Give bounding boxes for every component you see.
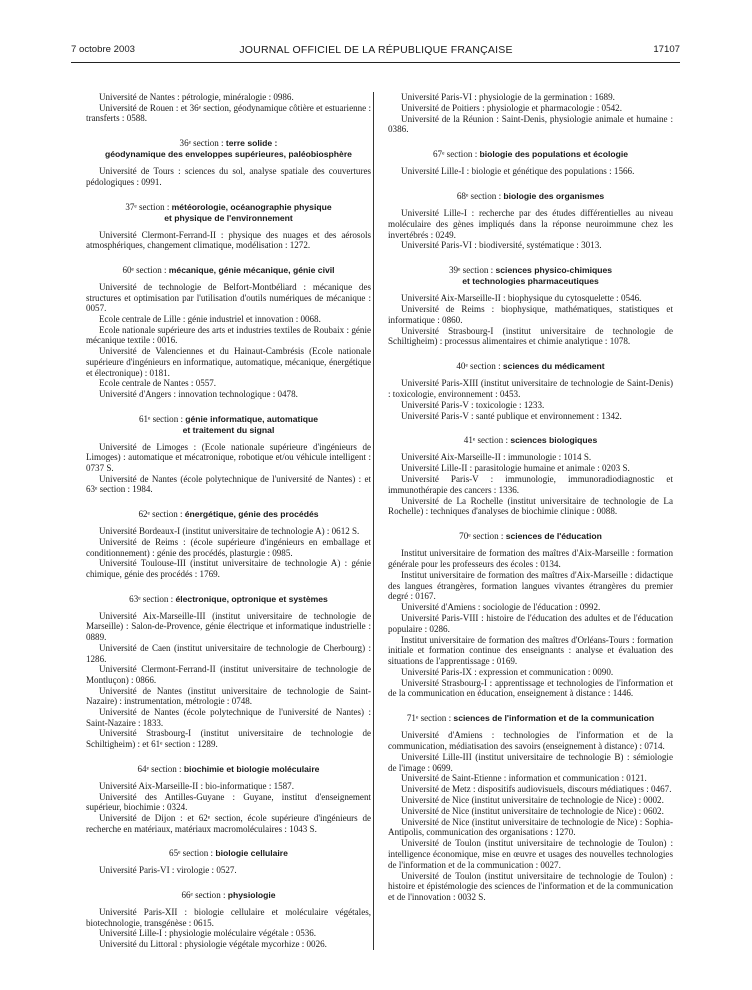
entry: Université Lille-II : parasitologie humaine et animale : 0203 S.	[401, 463, 630, 474]
entry: Université de Tours : sciences du sol, analyse spatiale des couvertures pédologiques : 0991.	[86, 166, 371, 187]
entry: Université de Toulon (institut universitaire de technologie de Toulon) : histoire et épistémologie des sciences de l'information et de la communication et de l'innovation : 0032 S.	[388, 870, 673, 903]
entry: Université Strasbourg-I (institut universitaire de technologie de Schiltigheim) : et 61ᵉ section : 1289.	[86, 728, 371, 750]
header-title: JOURNAL OFFICIEL DE LA RÉPUBLIQUE FRANÇAISE	[239, 44, 513, 56]
entry: Université Aix-Marseille-II : bio-informatique : 1587.	[99, 780, 294, 791]
entry: Université Strasbourg-I (institut universitaire de technologie de Schiltigheim) : processus alimentaires et chimie analytique : 1078.	[388, 325, 673, 347]
entry: Université Aix-Marseille-II : immunologie : 1014 S.	[401, 452, 592, 463]
entry: Université d'Amiens : technologies de l'information et de la communication, médiatisation des savoirs (enseignement à distance) : 0714.	[388, 730, 673, 752]
entry: Université Aix-Marseille-II : biophysique du cytosquelette : 0546.	[401, 293, 642, 304]
section-heading: 40ᵉ section : sciences du médicament	[456, 361, 605, 372]
entry: Université Paris-V : toxicologie : 1233.	[401, 399, 545, 410]
right-column	[388, 92, 673, 903]
entry: Université Paris-IX : expression et communication : 0090.	[401, 666, 614, 677]
entry: Université Clermont-Ferrand-II : physique des nuages et des aérosols atmosphériques, changement climatique, modélisation : 1272.	[86, 229, 371, 251]
section-heading: 39ᵉ section : sciences physico-chimiques et technologies pharmaceutiques	[448, 265, 613, 287]
section-61	[86, 414, 371, 496]
section-41	[388, 435, 673, 517]
entry: Université Toulouse-III (institut universitaire de technologie A) : génie chimique, génie des procédés : 1769.	[86, 558, 371, 579]
entry: Université Strasbourg-I : apprentissage et technologies de l'information et de la communication en éducation, enseignement à distance : 1446.	[388, 677, 673, 699]
section-66	[86, 890, 371, 950]
entry: Université Paris-V : immunologie, immunoradiodiagnostic et immunothérapie des cancers : 1336.	[388, 473, 673, 495]
intro-block	[86, 92, 371, 124]
entry: Université Clermont-Ferrand-II (institut universitaire de technologie de Montluçon) : 0866.	[86, 664, 371, 685]
entry: Université Paris-V : santé publique et environnement : 1342.	[401, 410, 622, 421]
intro-block	[388, 92, 673, 135]
section-heading: 61ᵉ section : génie informatique, automatique et traitement du signal	[138, 413, 319, 435]
section-67	[388, 149, 673, 177]
section-39	[388, 265, 673, 347]
entry: Université de Nantes (institut universitaire de technologie de Saint-Nazaire) : instrumentation, métrologie : 0748.	[86, 685, 371, 707]
entry: Université de Rouen : et 36ᵉ section, géodynamique côtière et estuarienne : transferts : 0588.	[86, 102, 371, 124]
section-64	[86, 764, 371, 835]
entry: Université Paris-XIII (institut universitaire de technologie de Saint-Denis) : toxicologie, environnement : 0453.	[388, 378, 673, 399]
entry: Université de Metz : dispositifs audiovisuels, discours médiatiques : 0467.	[401, 784, 672, 795]
section-heading: 67ᵉ section : biologie des populations et écologie	[432, 149, 629, 160]
left-column	[86, 92, 371, 950]
section-heading: 37ᵉ section : météorologie, océanographie physique et physique de l'environnement	[125, 201, 332, 223]
entry: Université d'Angers : innovation technologique : 0478.	[99, 388, 298, 399]
section-62	[86, 509, 371, 580]
header-rule	[71, 62, 680, 63]
entry: Université de Nantes (école polytechnique de l'université de Nantes) : Saint-Nazaire : 1833.	[86, 707, 371, 728]
entry: Université de Valenciennes et du Hainaut-Cambrésis (Ecole nationale supérieure d'ingénieurs en informatique, automatique, mécanique, énergétique et électronique) : 0181.	[86, 346, 371, 378]
entry: Université Paris-XII : biologie cellulaire et moléculaire végétales, biotechnologie, transgénèse : 0615.	[86, 907, 371, 928]
section-heading: 36ᵉ section : terre solide : géodynamique des enveloppes supérieures, paléobiosphère	[105, 138, 352, 160]
section-36	[86, 138, 371, 187]
entry: Université du Littoral : physiologie végétale mycorhize : 0026.	[99, 939, 327, 950]
section-71	[388, 713, 673, 903]
entry: Université Lille-I : physiologie moléculaire végétale : 0536.	[99, 928, 317, 939]
entry: Université de Nantes : pétrologie, minéralogie : 0986.	[99, 92, 294, 102]
entry: Université de Dijon : et 62ᵉ section, école supérieure d'ingénieurs de recherche en matériaux, matériaux macromoléculaires : 1043 S.	[86, 812, 371, 834]
entry: Université de Nice (institut universitaire de technologie de Nice) : 0002.	[401, 795, 664, 806]
entry: Université de Nantes (école polytechnique de l'université de Nantes) : et 63ᵉ section : 1984.	[86, 473, 371, 495]
entry: Université d'Amiens : sociologie de l'éducation : 0992.	[401, 602, 601, 613]
section-heading: 68ᵉ section : biologie des organismes	[456, 190, 605, 201]
section-heading: 41ᵉ section : sciences biologiques	[463, 435, 598, 446]
entry: Université de technologie de Belfort-Montbéliard : mécanique des structures et optimisation par l'utilisation d'outils numériques de mécanique : 0057.	[86, 281, 371, 314]
entry: Université Bordeaux-I (institut universitaire de technologie A) : 0612 S.	[99, 526, 360, 537]
section-heading: 66ᵉ section : physiologie	[181, 890, 276, 901]
entry: Université de Limoges : (Ecole nationale supérieure d'ingénieurs de Limoges) : automatique et mécatronique, robotique et/ou véhicule intelligent : 0737 S.	[86, 441, 371, 474]
entry: Université de Nice (institut universitaire de technologie de Nice) : Sophia-Antipolis, communication des organisations : 1270.	[388, 816, 673, 838]
entry: Université de Toulon (institut universitaire de technologie de Toulon) : intelligence économique, mise en œuvre et usages des nouvelles technologies de l'information et de la communication : 0027.	[388, 838, 673, 870]
entry: Université Paris-VI : biodiversité, systématique : 3013.	[401, 240, 602, 251]
section-heading: 63ᵉ section : électronique, optronique et systèmes	[129, 593, 328, 604]
header-date: 7 octobre 2003	[71, 44, 136, 55]
entry: Université de Caen (institut universitaire de technologie de Cherbourg) : 1286.	[86, 642, 371, 664]
entry: Institut universitaire de formation des maîtres d'Orléans-Tours : formation initiale et formation continue des enseignants : analyse et évaluation des situations de l'apprentissage : 0169.	[388, 634, 673, 667]
section-63	[86, 594, 371, 750]
entry: Université de Reims : (école supérieure d'ingénieurs en emballage et conditionnement) : génie des procédés, plasturgie : 0985.	[86, 536, 371, 558]
section-heading: 71ᵉ section : sciences de l'information et de la communication	[406, 713, 655, 724]
entry: Ecole centrale de Nantes : 0557.	[99, 378, 217, 389]
section-65	[86, 848, 371, 876]
section-70	[388, 531, 673, 699]
section-68	[388, 191, 673, 251]
entry: Université des Antilles-Guyane : Guyane, institut d'enseignement supérieur, biochimie : 0324.	[86, 791, 371, 813]
section-heading: 64ᵉ section : biochimie et biologie moléculaire	[137, 763, 320, 774]
entry: Institut universitaire de formation des maîtres d'Aix-Marseille : didactique des langues étrangères, formation langues vivantes étrangères du premier degré : 0167.	[388, 569, 673, 602]
header-page-number: 17107	[653, 44, 680, 55]
entry: Université Lille-I : biologie et génétique des populations : 1566.	[401, 166, 635, 177]
entry: Université de Nice (institut universitaire de technologie de Nice) : 0602.	[401, 805, 664, 816]
section-heading: 65ᵉ section : biologie cellulaire	[169, 848, 288, 859]
entry: Université de La Rochelle (institut universitaire de technologie de La Rochelle) : techniques d'analyses de biochimie clinique : 0088.	[388, 495, 673, 517]
section-heading: 70ᵉ section : sciences de l'éducation	[459, 531, 602, 542]
entry: Institut universitaire de formation des maîtres d'Aix-Marseille : formation générale pour les professeurs des écoles : 0134.	[388, 548, 673, 569]
column-separator	[373, 92, 374, 950]
entry: Université de la Réunion : Saint-Denis, physiologie animale et humaine : 0386.	[388, 113, 673, 135]
section-60	[86, 265, 371, 400]
section-37	[86, 202, 371, 251]
entry: Université Paris-VI : virologie : 0527.	[99, 865, 237, 876]
section-heading: 60ᵉ section : mécanique, génie mécanique, génie civil	[122, 264, 335, 275]
section-heading: 62ᵉ section : énergétique, génie des procédés	[138, 509, 319, 520]
entry: Université Paris-VIII : histoire de l'éducation des adultes et de l'éducation populaire : 0286.	[388, 612, 673, 634]
entry: Université Paris-VI : physiologie de la germination : 1689.	[401, 92, 615, 102]
entry: Université Aix-Marseille-III (institut universitaire de technologie de Marseille) : Salon-de-Provence, génie électrique et informatique industrielle : 0889.	[86, 610, 371, 643]
entry: Université Lille-III (institut universitaire de technologie B) : sémiologie de l'image : 0699.	[388, 751, 673, 773]
entry: Ecole centrale de Lille : génie industriel et innovation : 0068.	[99, 314, 321, 325]
entry: Université Lille-I : recherche par des études différentielles au niveau moléculaire des gènes impliqués dans la réponse neuroimmune chez les invertébrés : 0249.	[388, 207, 673, 240]
entry: Ecole nationale supérieure des arts et industries textiles de Roubaix : génie mécanique textile : 0016.	[86, 324, 371, 346]
entry: Université de Reims : biophysique, mathématiques, statistiques et informatique : 0860.	[388, 303, 673, 325]
entry: Université de Saint-Etienne : information et communication : 0121.	[401, 773, 647, 784]
entry: Université de Poitiers : physiologie et pharmacologie : 0542.	[401, 102, 622, 113]
section-40	[388, 361, 673, 421]
